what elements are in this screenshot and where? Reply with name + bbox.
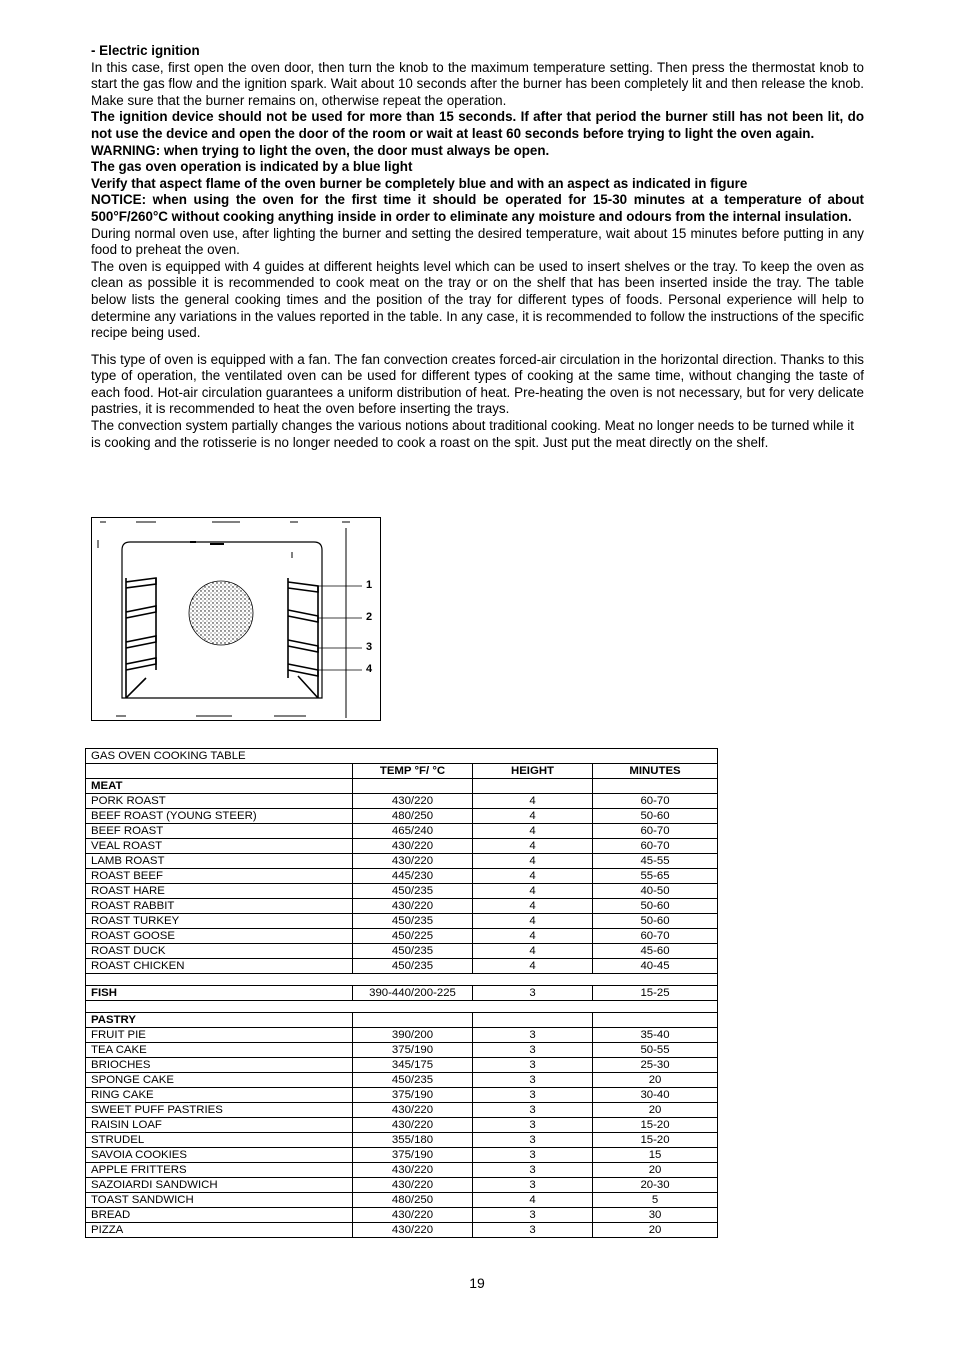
cell-food: BEEF ROAST (YOUNG STEER) — [86, 809, 353, 824]
cell-food: BRIOCHES — [86, 1058, 353, 1073]
cell-height: 3 — [473, 1178, 593, 1193]
guide-label-3: 3 — [366, 641, 373, 653]
table-row — [86, 1178, 718, 1193]
cell-height: 3 — [473, 1103, 593, 1118]
page-number: 19 — [469, 1275, 485, 1291]
cell-height: 4 — [473, 809, 593, 824]
cell-food: VEAL ROAST — [86, 839, 353, 854]
paragraph-bold: The ignition device should not be used for more than 15 seconds. If after that period the burner still has not been lit, do not use the device and open the door of the room or wait at least 60 seconds before trying to light the oven again. — [91, 109, 864, 141]
cell-height: 3 — [473, 1118, 593, 1133]
cell-temp: 450/235 — [353, 884, 473, 899]
cell-minutes: 20 — [593, 1073, 718, 1088]
cell-minutes: 15-25 — [593, 986, 718, 1001]
paragraph: This type of oven is equipped with a fan. The fan convection creates forced-air circulation in the horizontal direction. Thanks to this type of operation, the ventilated oven can be used for different types of cooking at the same time, without changing the taste of each food. Hot-air circulation guarantees a uniform distribution of heat. Pre-heating the oven is not necessary, but for very delicate pastries, it is recommended to heat the oven before inserting the trays. — [91, 351, 864, 417]
cell-temp: 450/225 — [353, 929, 473, 944]
cell-minutes: 60-70 — [593, 794, 718, 809]
table-row — [86, 1088, 718, 1103]
cell-height: 3 — [473, 1088, 593, 1103]
oven-diagram — [91, 517, 381, 721]
paragraph: The convection system partially changes the various notions about traditional cooking. Meat no longer needs to be turned while it is cooking and the rotisserie is no longer needed to cook a roast on the spit. Just put the meat directly on the shelf. — [91, 418, 854, 450]
cell-food: SAZOIARDI SANDWICH — [86, 1178, 353, 1193]
category-label: PASTRY — [86, 1013, 353, 1028]
cell-temp: 445/230 — [353, 869, 473, 884]
cell-food: BEEF ROAST — [86, 824, 353, 839]
table-row — [86, 1163, 718, 1178]
table-row — [86, 854, 718, 869]
cell-food: ROAST GOOSE — [86, 929, 353, 944]
oven-diagram-drawing — [92, 518, 380, 720]
table-header-row — [86, 764, 718, 779]
cell-minutes: 20-30 — [593, 1178, 718, 1193]
category-row-pastry — [86, 1013, 718, 1028]
cell-food: ROAST BEEF — [86, 869, 353, 884]
cell-food: RING CAKE — [86, 1088, 353, 1103]
cell-minutes: 50-60 — [593, 899, 718, 914]
cell-food: ROAST DUCK — [86, 944, 353, 959]
paragraph: In this case, first open the oven door, then turn the knob to the maximum temperature setting. Then press the thermostat knob to start the gas flow and the ignition spark. Wait about 10 seconds after the burner has been completely lit and then release the knob. Make sure that the burner remains on, otherwise repeat the operation. — [91, 59, 864, 108]
cell-food: PIZZA — [86, 1223, 353, 1238]
guide-label-1: 1 — [366, 579, 373, 591]
header-temp: TEMP °F/ °C — [353, 764, 473, 779]
cell-height: 4 — [473, 959, 593, 974]
cell-food: BREAD — [86, 1208, 353, 1223]
cell-height: 4 — [473, 869, 593, 884]
cell-height: 3 — [473, 1148, 593, 1163]
category-row-meat — [86, 779, 718, 794]
header-empty — [86, 764, 353, 779]
table-row — [86, 1073, 718, 1088]
cell-temp: 430/220 — [353, 1118, 473, 1133]
cell-food: SPONGE CAKE — [86, 1073, 353, 1088]
cell-food: STRUDEL — [86, 1133, 353, 1148]
spacer-row — [86, 1001, 718, 1013]
table-row — [86, 899, 718, 914]
cell-temp: 375/190 — [353, 1148, 473, 1163]
category-label: MEAT — [86, 779, 353, 794]
cell-minutes: 50-60 — [593, 809, 718, 824]
cell-temp: 430/220 — [353, 1223, 473, 1238]
cell-height: 4 — [473, 899, 593, 914]
cell-minutes: 60-70 — [593, 839, 718, 854]
cell-temp: 430/220 — [353, 1178, 473, 1193]
category-row-fish — [86, 986, 718, 1001]
table-row — [86, 1118, 718, 1133]
cell-temp: 430/220 — [353, 1163, 473, 1178]
cell-temp: 390/200 — [353, 1028, 473, 1043]
cell-temp: 430/220 — [353, 899, 473, 914]
paragraph-bold: The gas oven operation is indicated by a blue light — [91, 159, 413, 175]
table-title: GAS OVEN COOKING TABLE — [86, 749, 718, 764]
cell-temp: 375/190 — [353, 1088, 473, 1103]
cell-height: 4 — [473, 854, 593, 869]
cell-temp: 430/220 — [353, 1103, 473, 1118]
cell-temp: 480/250 — [353, 1193, 473, 1208]
table-row — [86, 914, 718, 929]
cell-temp: 430/220 — [353, 854, 473, 869]
cell-temp: 345/175 — [353, 1058, 473, 1073]
cell-minutes: 45-60 — [593, 944, 718, 959]
cell-minutes: 55-65 — [593, 869, 718, 884]
cell-food: PORK ROAST — [86, 794, 353, 809]
cell-minutes: 20 — [593, 1103, 718, 1118]
cell-food: SAVOIA COOKIES — [86, 1148, 353, 1163]
cell-temp: 480/250 — [353, 809, 473, 824]
cell-minutes: 50-60 — [593, 914, 718, 929]
table-row — [86, 869, 718, 884]
cell-food: ROAST HARE — [86, 884, 353, 899]
cell-minutes: 60-70 — [593, 929, 718, 944]
table-row — [86, 1103, 718, 1118]
paragraph-bold: Verify that aspect flame of the oven burner be completely blue and with an aspect as indicated in figure — [91, 175, 748, 191]
table-row — [86, 1148, 718, 1163]
cell-temp: 450/235 — [353, 1073, 473, 1088]
table-row — [86, 944, 718, 959]
header-minutes: MINUTES — [593, 764, 718, 779]
table-row — [86, 884, 718, 899]
guide-label-2: 2 — [366, 611, 373, 623]
section-heading: - Electric ignition — [91, 43, 200, 58]
notice-text: NOTICE: when using the oven for the first time it should be operated for 15-30 minutes at a temperature of about 500°F/260°C without cooking anything inside in order to eliminate any moisture and odours from the internal insulation. — [91, 192, 864, 224]
cell-food: TEA CAKE — [86, 1043, 353, 1058]
cell-height: 3 — [473, 1073, 593, 1088]
cell-food: FRUIT PIE — [86, 1028, 353, 1043]
cell-height: 3 — [473, 1133, 593, 1148]
table-row — [86, 824, 718, 839]
cell-minutes: 15-20 — [593, 1133, 718, 1148]
paragraph: The oven is equipped with 4 guides at different heights level which can be used to insert shelves or the tray. To keep the oven as clean as possible it is recommended to cook meat on the tray or on the shelf that has been inserted inside the tray. The table below lists the general cooking times and the position of the tray for different types of foods. Personal experience will help to determine any variations in the values reported in the table. In any case, it is recommended to follow the instructions of the specific recipe being used. — [91, 258, 864, 341]
table-row — [86, 929, 718, 944]
cell-minutes: 60-70 — [593, 824, 718, 839]
cell-food: ROAST RABBIT — [86, 899, 353, 914]
cell-minutes: 15-20 — [593, 1118, 718, 1133]
cell-temp: 375/190 — [353, 1043, 473, 1058]
cell-temp: 450/235 — [353, 959, 473, 974]
cell-minutes: 45-55 — [593, 854, 718, 869]
cell-minutes: 15 — [593, 1148, 718, 1163]
cooking-table — [85, 748, 718, 1238]
cell-height: 4 — [473, 824, 593, 839]
cell-minutes: 50-55 — [593, 1043, 718, 1058]
cell-food: ROAST CHICKEN — [86, 959, 353, 974]
cell-food: TOAST SANDWICH — [86, 1193, 353, 1208]
cell-height: 4 — [473, 794, 593, 809]
cell-height: 3 — [473, 1223, 593, 1238]
cell-minutes: 20 — [593, 1223, 718, 1238]
cell-height: 4 — [473, 1193, 593, 1208]
table-title-row — [86, 749, 718, 764]
cell-food: ROAST TURKEY — [86, 914, 353, 929]
table-row — [86, 1133, 718, 1148]
cell-minutes: 20 — [593, 1163, 718, 1178]
cell-temp: 430/220 — [353, 839, 473, 854]
table-row — [86, 1058, 718, 1073]
cell-height: 4 — [473, 929, 593, 944]
category-label: FISH — [86, 986, 353, 1001]
cell-temp: 465/240 — [353, 824, 473, 839]
table-row — [86, 839, 718, 854]
cell-food: SWEET PUFF PASTRIES — [86, 1103, 353, 1118]
header-height: HEIGHT — [473, 764, 593, 779]
cell-food: RAISIN LOAF — [86, 1118, 353, 1133]
table-row — [86, 1223, 718, 1238]
warning-text: WARNING: when trying to light the oven, the door must always be open. — [91, 142, 550, 158]
cell-temp: 355/180 — [353, 1133, 473, 1148]
cell-height: 3 — [473, 986, 593, 1001]
cell-height: 3 — [473, 1043, 593, 1058]
cell-temp: 450/235 — [353, 944, 473, 959]
cell-height: 4 — [473, 884, 593, 899]
cell-minutes: 40-45 — [593, 959, 718, 974]
table-row — [86, 1028, 718, 1043]
cell-temp: 430/220 — [353, 794, 473, 809]
table-row — [86, 959, 718, 974]
cell-height: 3 — [473, 1058, 593, 1073]
cell-minutes: 30 — [593, 1208, 718, 1223]
table-row — [86, 809, 718, 824]
cell-food: APPLE FRITTERS — [86, 1163, 353, 1178]
cell-height: 4 — [473, 839, 593, 854]
cell-minutes: 30-40 — [593, 1088, 718, 1103]
cell-temp: 450/235 — [353, 914, 473, 929]
table-row — [86, 794, 718, 809]
cell-temp: 390-440/200-225 — [353, 986, 473, 1001]
cell-height: 3 — [473, 1028, 593, 1043]
cell-height: 3 — [473, 1163, 593, 1178]
instructions-text — [91, 43, 864, 451]
cell-height: 3 — [473, 1208, 593, 1223]
cell-temp: 430/220 — [353, 1208, 473, 1223]
guide-label-4: 4 — [366, 663, 373, 675]
cell-height: 4 — [473, 914, 593, 929]
cell-food: LAMB ROAST — [86, 854, 353, 869]
table-row — [86, 1043, 718, 1058]
cell-height: 4 — [473, 944, 593, 959]
table-row — [86, 1193, 718, 1208]
cell-minutes: 35-40 — [593, 1028, 718, 1043]
cell-minutes: 25-30 — [593, 1058, 718, 1073]
table-row — [86, 1208, 718, 1223]
cell-minutes: 5 — [593, 1193, 718, 1208]
cell-minutes: 40-50 — [593, 884, 718, 899]
spacer-row — [86, 974, 718, 986]
paragraph: During normal oven use, after lighting the burner and setting the desired temperature, wait about 15 minutes before putting in any food to preheat the oven. — [91, 225, 864, 258]
